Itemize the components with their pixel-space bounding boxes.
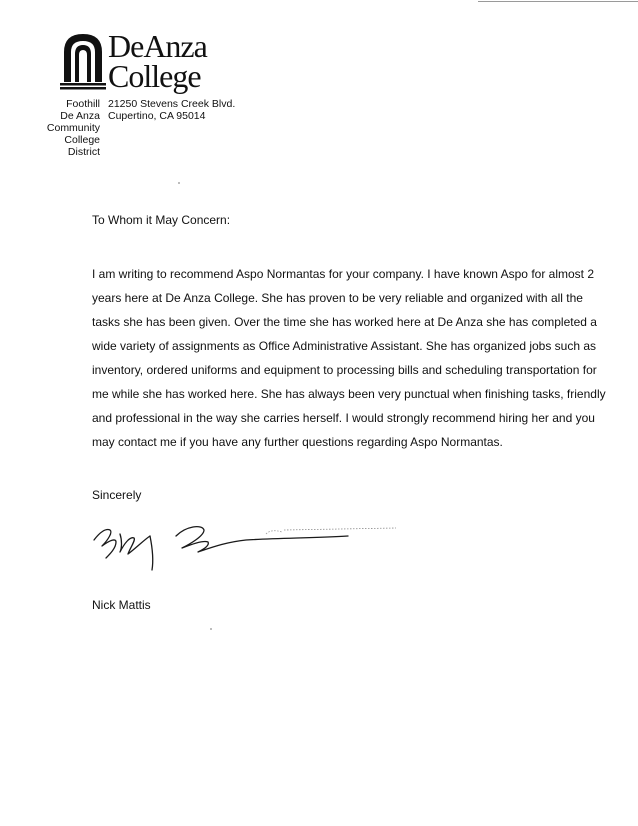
handwritten-signature <box>86 510 406 574</box>
logo-line-deanza: DeAnza <box>108 28 207 64</box>
arch-emblem-icon <box>60 30 106 90</box>
district-line: De Anza <box>60 110 100 122</box>
address-city: Cupertino, CA 95014 <box>108 110 206 122</box>
body-line: inventory, ordered uniforms and equipment to processing bills and scheduling transportation for <box>92 363 597 377</box>
district-line: College <box>64 134 100 146</box>
district-line: Foothill <box>66 98 100 110</box>
salutation: To Whom it May Concern: <box>92 213 231 227</box>
district-block <box>10 98 100 158</box>
letter-body <box>92 262 606 454</box>
body-line: wide variety of assignments as Office Administrative Assistant. She has organized jobs such as <box>92 339 597 353</box>
body-line: and professional in the way she carries herself. I would strongly recommend hiring her and you <box>92 411 595 425</box>
body-line: years here at De Anza College. She has proven to be very reliable and organized with all the <box>92 291 583 305</box>
body-line: I am writing to recommend Aspo Normantas for your company. I have known Aspo for almost 2 <box>92 267 595 281</box>
district-line: Community <box>46 122 100 134</box>
body-line: may contact me if you have any further questions regarding Aspo Normantas. <box>92 435 503 449</box>
logo-line-college: College <box>108 58 201 94</box>
address-street: 21250 Stevens Creek Blvd. <box>108 98 236 110</box>
signer-name: Nick Mattis <box>92 598 151 612</box>
scan-edge-line <box>478 1 638 2</box>
body-line: tasks she has been given. Over the time she has worked here at De Anza she has completed a <box>92 315 597 329</box>
district-line: District <box>67 146 100 158</box>
closing: Sincerely <box>92 488 142 502</box>
scan-speck <box>210 628 212 630</box>
scan-speck <box>178 182 180 184</box>
address-block <box>108 98 235 122</box>
body-line: me while she has worked here. She has always been very punctual when finishing tasks, friendly <box>92 387 606 401</box>
